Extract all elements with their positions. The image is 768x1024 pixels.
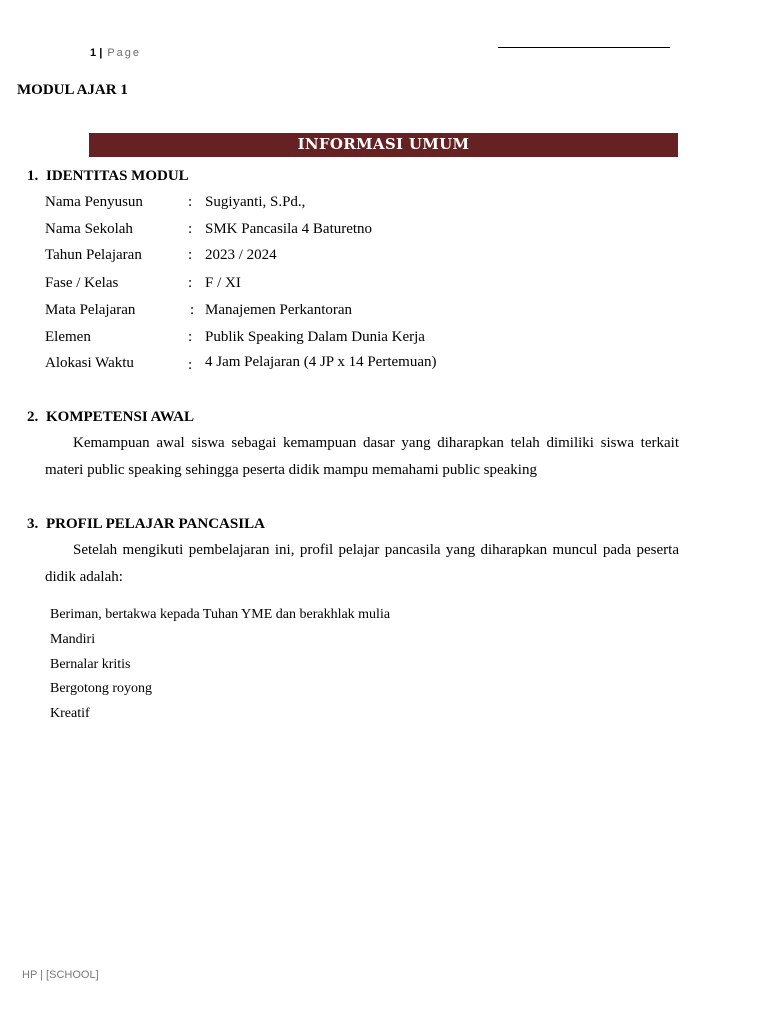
list-item: Beriman, bertakwa kepada Tuhan YME dan berakhlak mulia: [50, 607, 391, 622]
identity-value: Publik Speaking Dalam Dunia Kerja: [205, 329, 425, 345]
profile-paragraph: [45, 537, 679, 591]
identity-label: Alokasi Waktu: [45, 355, 134, 371]
list-item: Bergotong royong: [50, 681, 153, 696]
document-title: MODUL AJAR 1: [17, 82, 128, 98]
section-1-heading: [27, 168, 189, 185]
section-2-number: 2.: [27, 409, 39, 425]
section-2-title: KOMPETENSI AWAL: [46, 409, 194, 425]
identity-label: Tahun Pelajaran: [45, 247, 142, 263]
section-3-heading: [27, 516, 265, 533]
identity-colon: :: [188, 357, 193, 373]
page-label: Page: [107, 47, 142, 59]
identity-label: Nama Sekolah: [45, 221, 133, 237]
list-item: Kreatif: [50, 706, 90, 721]
page-footer: HP | [SCHOOL]: [22, 969, 99, 981]
identity-value: SMK Pancasila 4 Baturetno: [205, 221, 373, 237]
identity-value: 4 Jam Pelajaran (4 JP x 14 Pertemuan): [205, 354, 437, 370]
identity-colon: :: [188, 247, 193, 263]
section-1-number: 1.: [27, 168, 39, 184]
identity-colon: :: [188, 275, 193, 291]
section-banner: INFORMASI UMUM: [89, 133, 678, 157]
page-number-value: 1: [90, 47, 97, 59]
header-rule: [498, 47, 670, 48]
section-1-title: IDENTITAS MODUL: [46, 168, 189, 184]
identity-value: 2023 / 2024: [205, 247, 277, 263]
profile-text: Setelah mengikuti pembelajaran ini, profil pelajar pancasila yang diharapkan muncul pada peserta didik adalah:: [45, 542, 679, 585]
identity-value: F / XI: [205, 275, 241, 291]
section-3-title: PROFIL PELAJAR PANCASILA: [46, 516, 265, 532]
identity-colon: :: [188, 329, 193, 345]
identity-colon: :: [188, 194, 193, 210]
list-item: Bernalar kritis: [50, 657, 131, 672]
section-2-heading: [27, 409, 194, 426]
page-separator: |: [99, 47, 103, 59]
competence-paragraph: [45, 430, 679, 484]
identity-label: Elemen: [45, 329, 91, 345]
identity-colon: :: [190, 302, 195, 318]
page-number: [90, 47, 141, 59]
competence-text: Kemampuan awal siswa sebagai kemampuan dasar yang diharapkan telah dimiliki siswa terkait materi public speaking sehingga peserta didik mampu memahami public speaking: [45, 435, 679, 478]
identity-label: Fase / Kelas: [45, 275, 119, 291]
identity-label: Nama Penyusun: [45, 194, 143, 210]
identity-colon: :: [188, 221, 193, 237]
identity-value: Manajemen Perkantoran: [205, 302, 353, 318]
identity-value: Sugiyanti, S.Pd.,: [205, 194, 306, 210]
list-item: Mandiri: [50, 632, 96, 647]
identity-label: Mata Pelajaran: [45, 302, 136, 318]
section-3-number: 3.: [27, 516, 39, 532]
